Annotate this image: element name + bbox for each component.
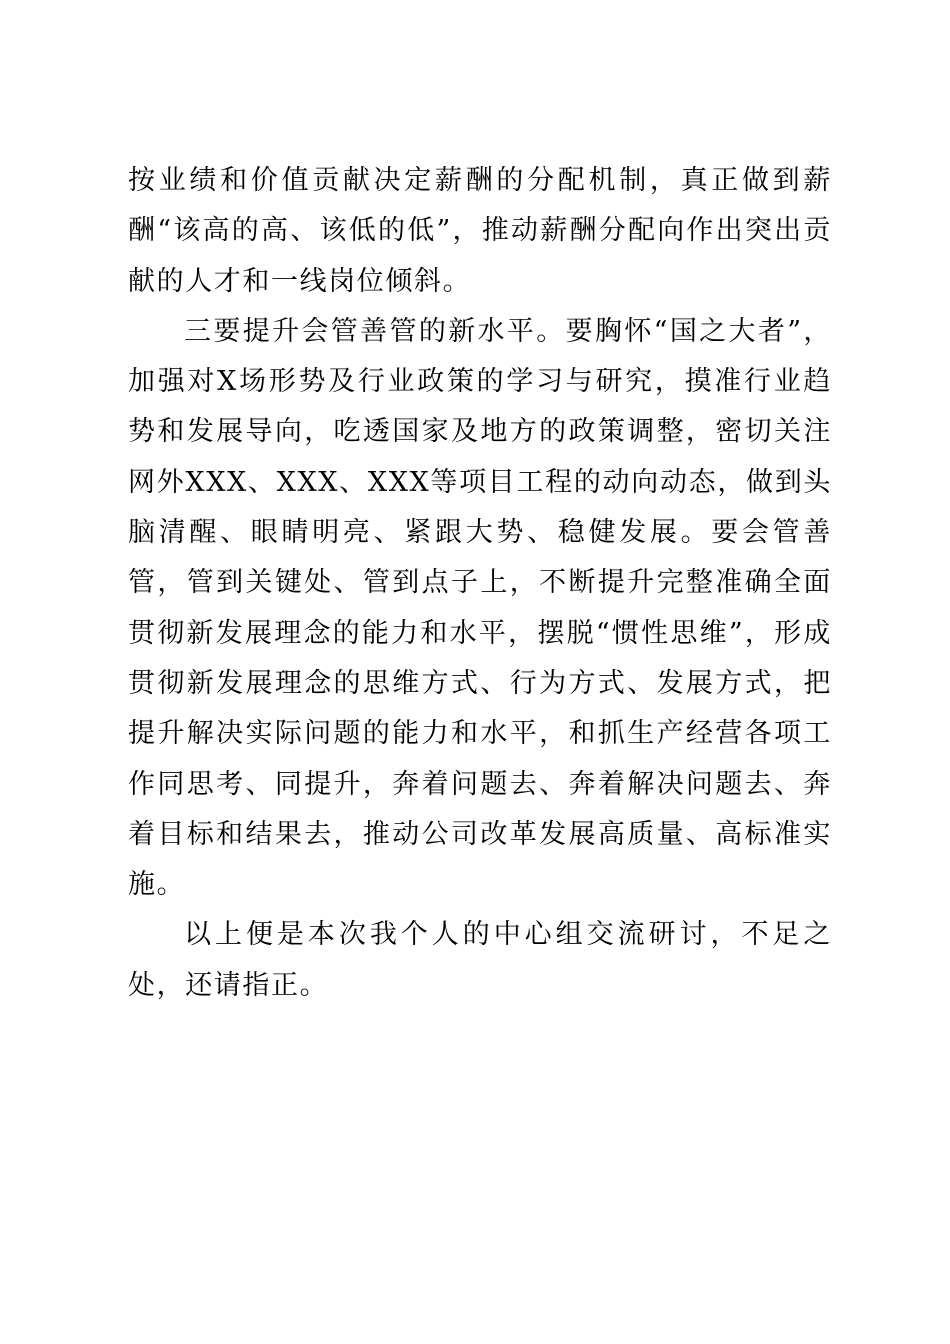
paragraph-continued: 按业绩和价值贡献决定薪酬的分配机制，真正做到薪酬“该高的高、该低的低”，推动薪酬分配向作出突出贡献的人才和一线岗位倾斜。 [128, 165, 832, 297]
paragraph-third-requirement: 三要提升会管善管的新水平。要胸怀“国之大者”，加强对X场形势及行业政策的学习与研究，摸准行业趋势和发展导向，吃透国家及地方的政策调整，密切关注网外XXX、XXX、XXX等项目工程的动向动态，做到头脑清醒、眼睛明亮、紧跟大势、稳健发展。要会管善管，管到关键处、管到点子上，不断提升完整准确全面贯彻新发展理念的能力和水平，摆脱“惯性思维”，形成贯彻新发展理念的思维方式、行为方式、发展方式，把提升解决实际问题的能力和水平，和抓生产经营各项工作同思考、同提升，奔着问题去、奔着解决问题去、奔着目标和结果去，推动公司改革发展高质量、高标准实施。 [128, 315, 832, 901]
document-body [128, 156, 832, 1011]
paragraph-closing: 以上便是本次我个人的中心组交流研讨，不足之处，还请指正。 [128, 919, 832, 1001]
